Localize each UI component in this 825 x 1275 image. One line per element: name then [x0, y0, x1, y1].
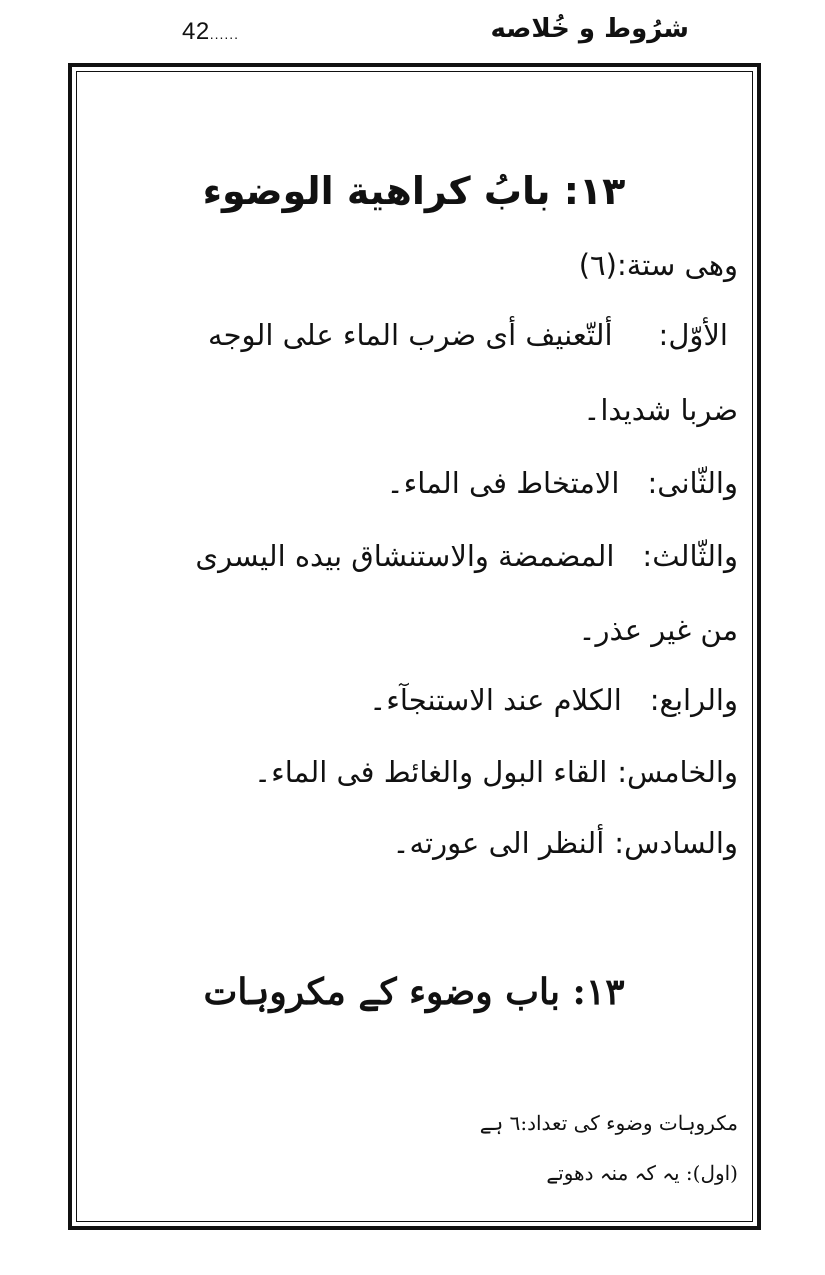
item-label: والخامس:: [617, 755, 738, 789]
arabic-chapter-title: ١٣: بابُ كراهية الوضوء: [202, 169, 626, 213]
page-number-dots: ......: [209, 26, 240, 42]
arabic-item-4: [90, 683, 738, 717]
item-label: والثّالث:: [642, 539, 738, 573]
item-label: والرابع:: [649, 683, 738, 717]
item-text: الامتخاط فى الماء۔: [386, 466, 620, 500]
item-label: والسادس:: [614, 826, 738, 860]
item-label: الأوّل:: [658, 318, 728, 352]
page-number-value: 42: [182, 18, 210, 45]
urdu-chapter-title: ١٣: باب وضوء کے مکروہات: [203, 971, 625, 1013]
item-text: ألتّعنيف أى ضرب الماء على الوجه: [208, 318, 613, 352]
item-text: المضمضة والاستنشاق بيده اليسرى: [195, 539, 615, 573]
arabic-item-5: [90, 755, 738, 789]
page-number: [182, 18, 239, 46]
item-text: القاء البول والغائط فى الماء۔: [254, 755, 608, 789]
arabic-item-6: [90, 826, 738, 860]
arabic-item-2: [90, 466, 738, 500]
item-text: ألنظر الى عورته۔: [392, 826, 605, 860]
running-header-book-title: شرُوط و خُلاصه: [490, 14, 689, 44]
arabic-item-1-continued: [90, 393, 738, 427]
arabic-item-3: [90, 539, 738, 573]
item-text: ضربا شديدا۔: [583, 393, 738, 427]
urdu-line-1: مکروہات وضوء کی تعداد:٦ ہے: [479, 1111, 738, 1135]
item-text: الكلام عند الاستنجآء۔: [369, 683, 622, 717]
arabic-item-1: [90, 318, 738, 352]
item-label: والثّانى:: [647, 466, 738, 500]
arabic-intro: وهى ستة:(٦): [578, 248, 738, 282]
arabic-item-3-continued: [90, 613, 738, 647]
urdu-line-2: (اول): یہ کہ منہ دھوتے: [546, 1161, 738, 1185]
item-text: من غير عذر۔: [578, 613, 738, 647]
